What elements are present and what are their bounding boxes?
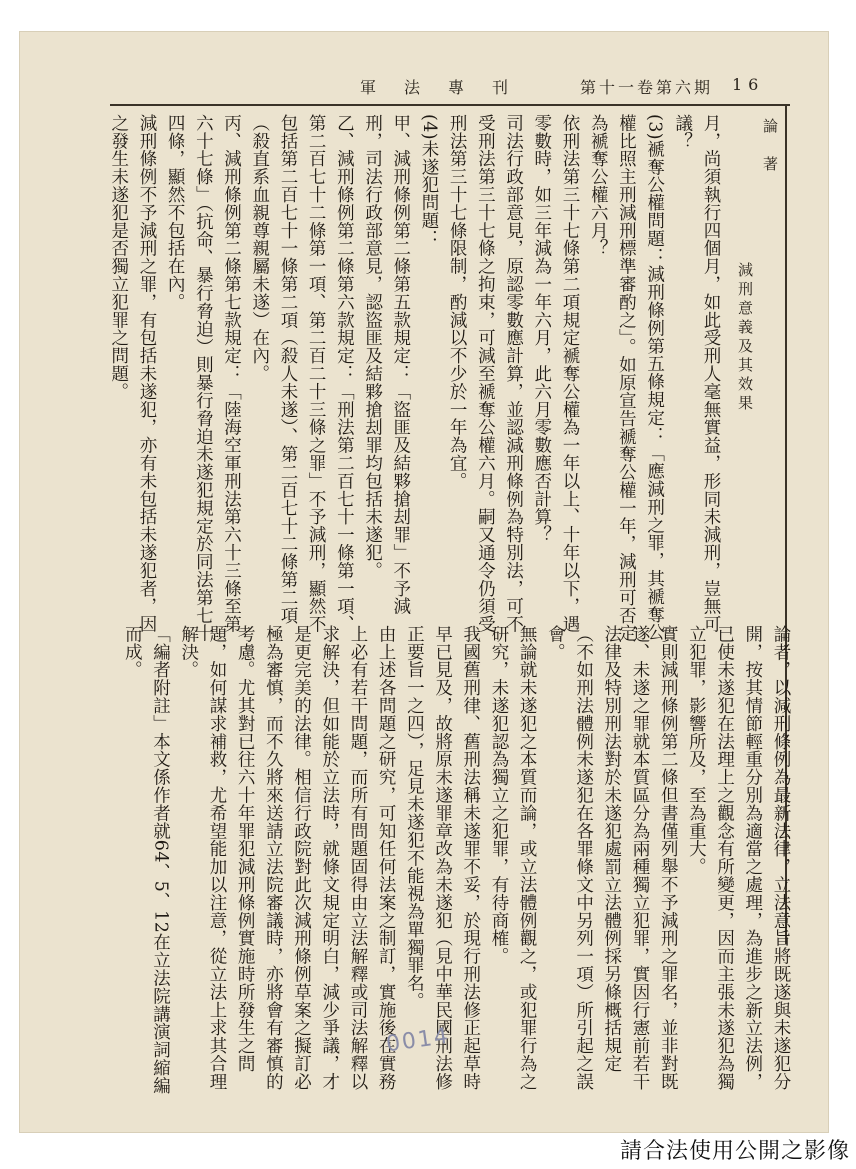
publication-title: 軍法專刊 (360, 78, 537, 97)
page-stamp: 0014 (384, 1023, 452, 1058)
lower-body-text: 論者，以減刑條例為最新法律，立法意旨將既遂與未遂犯分開，按其情節輕重分別為適當之處理，為進步之新立法例，已使未遂犯在法理上之觀念有所變更，因而主張未遂犯為獨立犯罪，影響所及，至為重大。 實則減刑條例第二條但書僅列舉不予減刑之罪名，並非對既遂、未遂之罪就本質區分為兩種獨立犯罪，實因行憲前若干法律及特別刑法對於未遂犯處罰立法體例採另條概括規定（不如刑法體例未遂犯在各罪條文中另列一項）所引起之誤會。 無論就未遂犯之本質而論，或立法體例觀之，或犯罪行為之研究，未遂犯認為獨立之犯罪，有待商榷。 我國舊刑律、舊刑法稱未遂罪不妥，於現行刑法修正起草時早已見及，故將原未遂罪章改為未遂犯（見中華民國刑法修正要旨一之四），足見未遂犯不能視為單獨罪名。 由上述各問題之研究，可知任何法案之制訂，實施後在實務上必有若干問題，而所有問題固得由立法解釋或司法解釋以求解決，但如能於立法時，就條文規定明白，減少爭議，才是更完美的法律。相信行政院對此次減刑條例草案之擬訂必極為審慎，而不久將來送請立法院審議時，亦將會有審慎的考慮。尤其對已往六十年罪犯減刑條例實施時所發生之問題，如何謀求補救，尤希望能加以注意，從立法上求其合理解決。 「編者附註」本文係作者就64、5、12在立法院講演詞縮編而成。 (122, 625, 791, 1095)
page-number: 16 (732, 75, 765, 94)
upper-column-block (108, 114, 725, 644)
article-title: 減刑意義及其效果 (736, 262, 754, 414)
lower-column-block (115, 625, 795, 1095)
footer-watermark: 請合法使用公開之影像 (620, 1135, 850, 1169)
upper-body-text: 月，尚須執行四個月，如此受刑人毫無實益，形同未減刑，豈無可議？ (3)褫奪公權問題：減刑條例第五條規定：「應減刑之罪，其褫奪公權比照主刑減刑標準審酌之」。如原宣告褫奪公權一年，減刑可否定為褫奪公權六月？ 依刑法第三十七條第二項規定褫奪公權為一年以上、十年以下，遇零數時，如三年減為一年六月，此六月零數應否計算？ 司法行政部意見，原認零數應計算，並認減刑條例為特別法，可不受刑法第三十七條之拘束，可減至褫奪公權六月。嗣又通令仍須受刑法第三十七條限制，酌減以不少於一年為宜。 (4)未遂犯問題： 甲、減刑條例第二條第五款規定：「盜匪及結夥搶刦罪」不予減刑，司法行政部意見，認盜匪及結夥搶刦罪均包括未遂犯。 乙、減刑條例第二條第六款規定：「刑法第二百七十一條第一項、第二百七十二條第一項、第二百二十三條之罪」不予減刑，顯然不包括第二百七十一條第二項（殺人未遂）、第二百七十二條第二項（殺直系血親尊親屬未遂）在內。 丙、減刑條例第二條第七款規定：「陸海空軍刑法第六十三條至第六十七條」（抗命、暴行脅迫）則暴行脅迫未遂犯規定於同法第七十四條，顯然不包括在內。 減刑條例不予減刑之罪，有包括未遂犯，亦有未包括未遂犯者，因之發生未遂犯是否獨立犯罪之問題。 (108, 114, 721, 643)
section-label: 論 著 (761, 118, 779, 175)
header-rule (110, 104, 790, 106)
issue-label: 第十一卷第六期 (580, 78, 714, 97)
